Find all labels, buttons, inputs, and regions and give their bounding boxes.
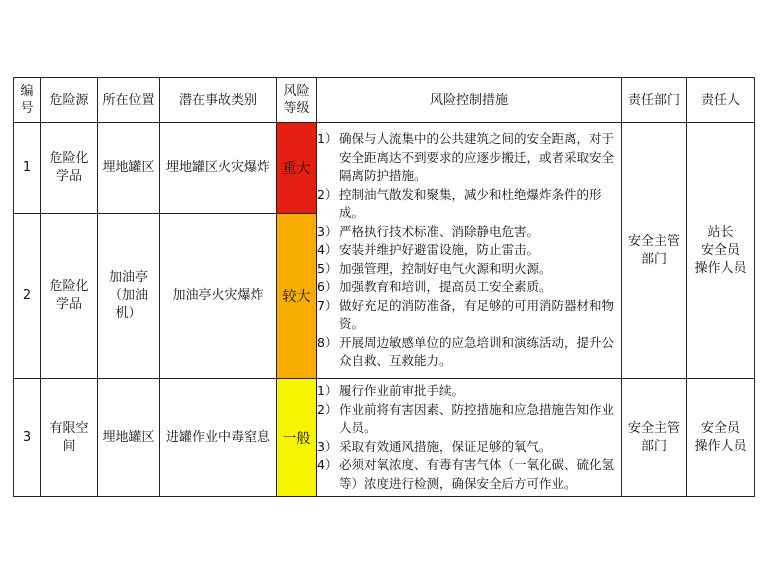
measure-item: 4） 必须对氧浓度、有毒有害气体（一氧化碳、硫化氢等）浓度进行检测，确保安全后方可作业。 [317,457,615,491]
header-no: 编 号 [14,78,41,123]
measure-item: 3） 采取有效通风措施，保证足够的氧气。 [317,438,552,454]
header-responsible-person: 责任人 [687,78,755,123]
responsible-dept: 安全主管 部门 [622,123,687,379]
row-number: 3 [14,379,41,497]
risk-level-badge: 重大 [277,123,317,214]
header-hazard-source: 危险源 [41,78,98,123]
measure-item: 2） 控制油气散发和聚集，减少和杜绝爆炸条件的形成。 [317,186,602,221]
control-measures [317,123,622,379]
responsible-person: 站长 安全员 操作人员 [687,123,755,379]
location: 埋地罐区 [98,379,160,497]
risk-level-badge: 一般 [277,379,317,497]
measure-item: 6） 加强教育和培训，提高员工安全素质。 [317,279,552,295]
measure-item: 1） 履行作业前审批手续。 [317,383,465,398]
row-number: 2 [14,214,41,379]
header-row [14,78,755,123]
responsible-dept: 安全主管 部门 [622,379,687,497]
accident-type: 进罐作业中毒窒息 [160,379,277,497]
control-measures [317,379,622,497]
header-responsible-dept: 责任部门 [622,78,687,123]
header-control-measures: 风险控制措施 [317,78,622,123]
hazard-source: 有限空 间 [41,379,98,497]
measure-item: 5） 加强管理，控制好电气火源和明火源。 [317,260,552,276]
location: 埋地罐区 [98,123,160,214]
responsible-person: 安全员 操作人员 [687,379,755,497]
measure-item: 3） 严格执行技术标准、消除静电危害。 [317,223,540,239]
hazard-source: 危险化 学品 [41,214,98,379]
header-risk-level: 风险 等级 [277,78,317,123]
accident-type: 加油亭火灾爆炸 [160,214,277,379]
risk-level-badge: 较大 [277,214,317,379]
measure-item: 4） 安装并维护好避雷设施，防止雷击。 [317,242,540,258]
accident-type: 埋地罐区火灾爆炸 [160,123,277,214]
measure-item: 8） 开展周边敏感单位的应急培训和演练活动，提升公众自救、互救能力。 [317,334,615,369]
measure-item: 1） 确保与人流集中的公共建筑之间的安全距离，对于安全距离达不到要求的应逐步搬迁，或者采取安全隔离防护措施。 [317,131,615,184]
table-row [14,123,755,214]
hazard-source: 危险化 学品 [41,123,98,214]
header-accident-type: 潜在事故类别 [160,78,277,123]
table-row [14,379,755,497]
measure-item: 2） 作业前将有害因素、防控措施和应急措施告知作业人员。 [317,401,615,435]
location: 加油亭 （加油 机） [98,214,160,379]
measure-item: 7） 做好充足的消防准备，有足够的可用消防器材和物资。 [317,297,615,332]
header-location: 所在位置 [98,78,160,123]
risk-control-table [13,77,755,497]
row-number: 1 [14,123,41,214]
